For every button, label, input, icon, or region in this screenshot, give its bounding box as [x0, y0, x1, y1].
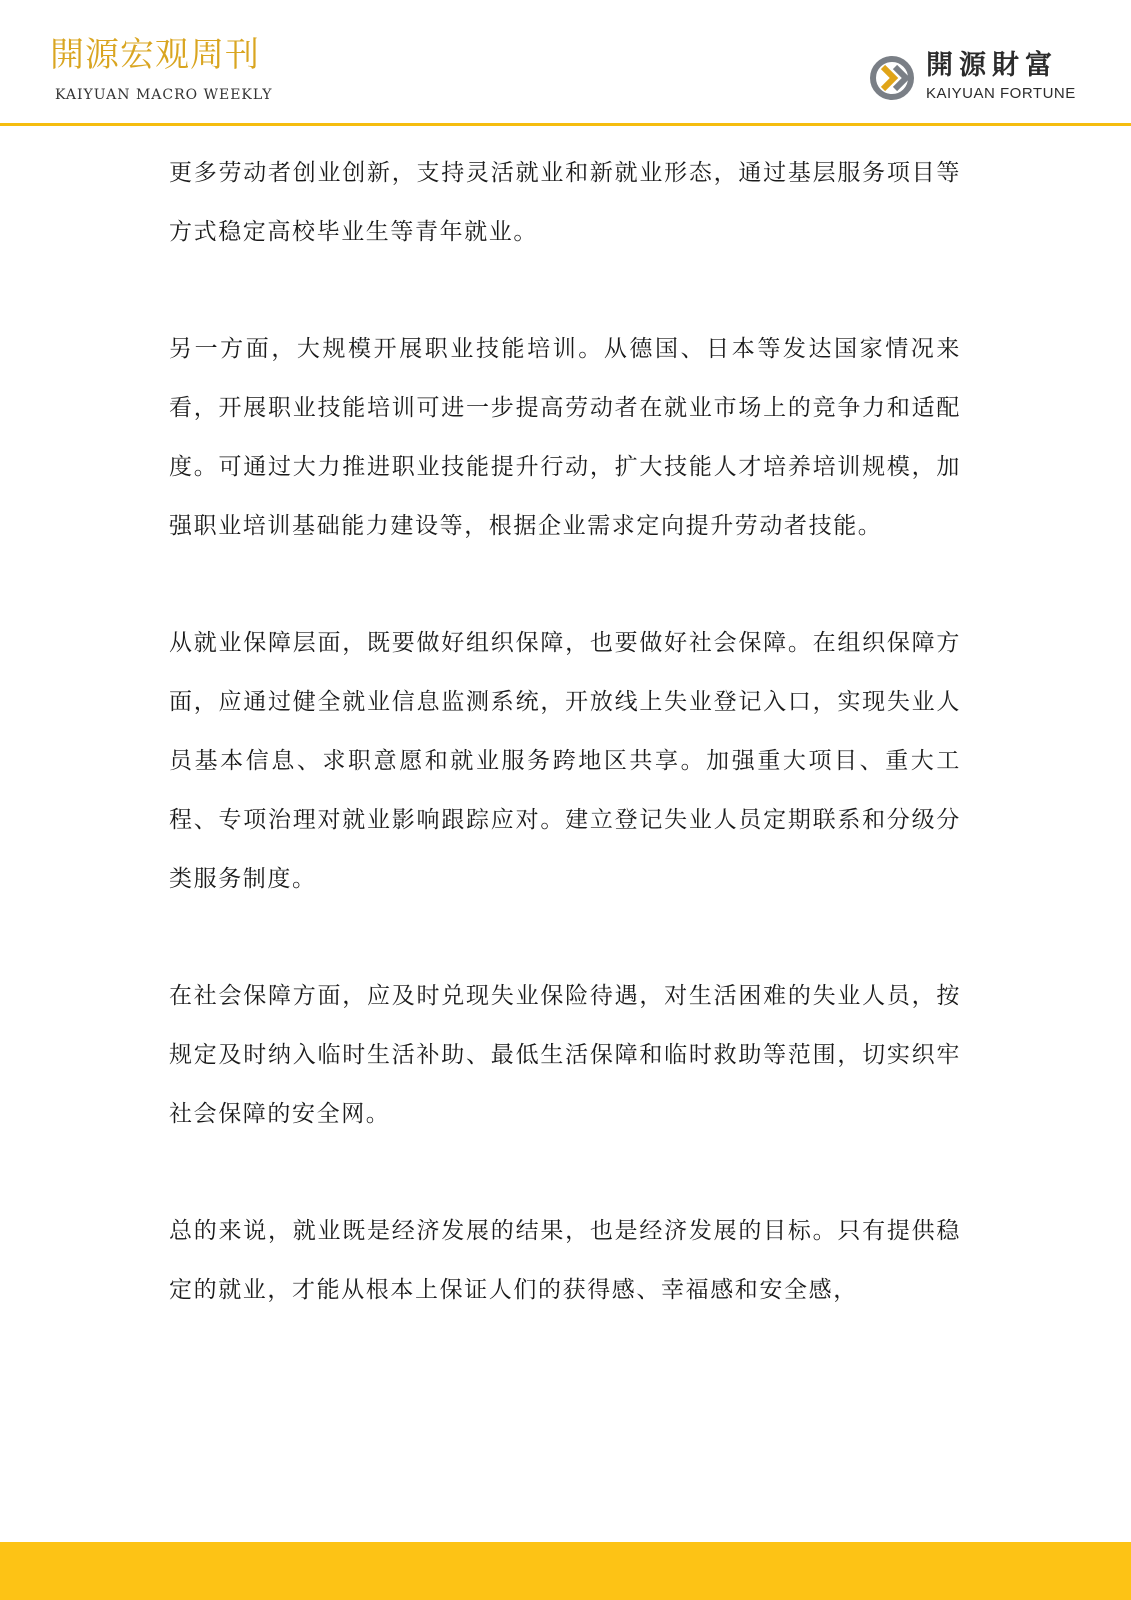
- publication-title: 開源宏观周刊: [50, 35, 260, 75]
- publication-subtitle: KAIYUAN MACRO WEEKLY: [55, 87, 273, 103]
- paragraph: 总的来说，就业既是经济发展的结果，也是经济发展的目标。只有提供稳定的就业，才能从根本上保证人们的获得感、幸福感和安全感，: [169, 1218, 961, 1303]
- logo-wordmark-cn: 開源財富: [926, 50, 1058, 81]
- paragraph: 从就业保障层面，既要做好组织保障，也要做好社会保障。在组织保障方面，应通过健全就业信息监测系统，开放线上失业登记入口，实现失业人员基本信息、求职意愿和就业服务跨地区共享。加强重大项目、重大工程、专项治理对就业影响跟踪应对。建立登记失业人员定期联系和分级分类服务制度。: [169, 630, 961, 892]
- page-header: [0, 0, 1131, 126]
- paragraph: 更多劳动者创业创新，支持灵活就业和新就业形态，通过基层服务项目等方式稳定高校毕业生等青年就业。: [169, 160, 961, 245]
- company-logo: [868, 50, 1098, 106]
- paragraph: 另一方面，大规模开展职业技能培训。从德国、日本等发达国家情况来看，开展职业技能培训可进一步提高劳动者在就业市场上的竞争力和适配度。可通过大力推进职业技能提升行动，扩大技能人才培养培训规模，加强职业培训基础能力建设等，根据企业需求定向提升劳动者技能。: [169, 336, 961, 539]
- header-divider: [0, 123, 1131, 126]
- article-body: [169, 144, 961, 1378]
- logo-wordmark-en: KAIYUAN FORTUNE: [926, 85, 1076, 102]
- footer-band: [0, 1542, 1131, 1600]
- paragraph: 在社会保障方面，应及时兑现失业保险待遇，对生活困难的失业人员，按规定及时纳入临时生活补助、最低生活保障和临时救助等范围，切实织牢社会保障的安全网。: [169, 983, 961, 1127]
- kaiyuan-logo-icon: [868, 54, 916, 102]
